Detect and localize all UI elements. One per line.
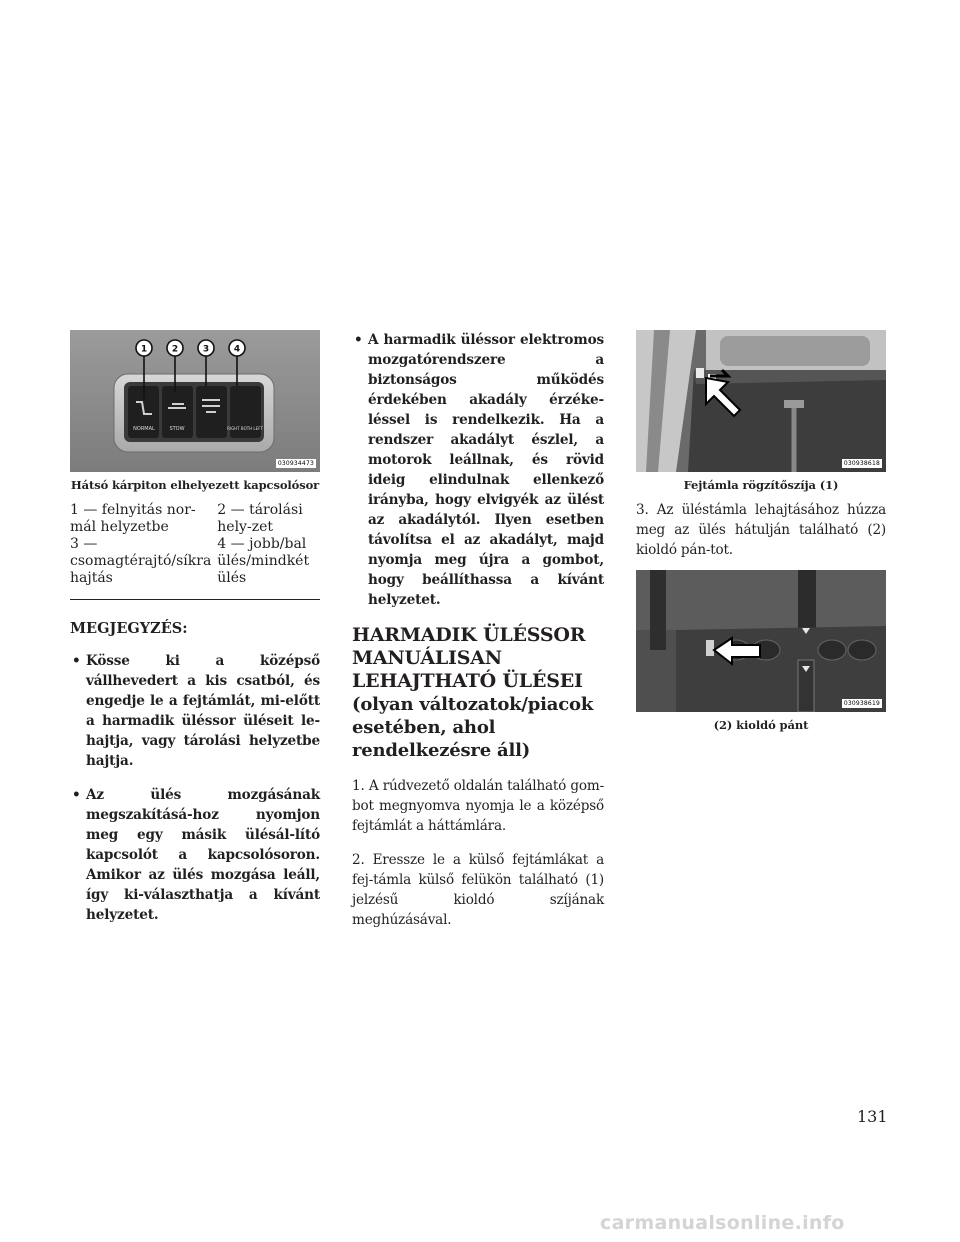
headrest-strap-photo bbox=[636, 330, 886, 472]
figure-code: 030938619 bbox=[843, 700, 880, 707]
page-number: 131 bbox=[857, 1107, 888, 1126]
switch-label-normal: NORMAL bbox=[133, 426, 155, 432]
figure-code: 030938618 bbox=[843, 460, 880, 467]
legend-item-1: 1 — felnyitás nor-mál helyzetbe bbox=[70, 502, 196, 535]
step-2: 2. Eressze le a külső fejtámlákat a fej-támla külső felükön található (1) jelzésű kioldó szíjának meghúzásával. bbox=[352, 852, 604, 928]
callout-4: 4 bbox=[233, 344, 241, 355]
sensing-bullet: • A harmadik üléssor elektromos mozgatórendszere a biztonságos működés érdekében akadály érzéke-léssel is rendelkezik. Ha a rendszer akadályt észlel, a motorok leállnak, és rövid ideig elindulnak ellenkező irányba, hogy elvigyék az ülést az akadálytól. Ilyen esetben távolítsa el az akadályt, majd nyomja meg újra a gombot, hogy beállíthassa a kívánt helyzetet. bbox=[352, 330, 604, 610]
headrest-strap-illustration bbox=[636, 330, 886, 472]
legend-item-4: 4 — jobb/bal ülés/mindkét ülés bbox=[217, 536, 310, 586]
step-1: 1. A rúdvezető oldalán található gom-bot megnyomva nyomja le a középső fejtámlát a háttámlára. bbox=[352, 778, 604, 834]
figure-code: 030934473 bbox=[277, 460, 314, 467]
figure-caption: (2) kioldó pánt bbox=[713, 718, 809, 732]
switch-label-stow: STOW bbox=[169, 426, 185, 432]
switch-bank-illustration bbox=[70, 330, 320, 472]
note-title: MEGJEGYZÉS: bbox=[70, 620, 188, 637]
legend-item-3: 3 — csomagtérajtó/síkra hajtás bbox=[70, 536, 212, 586]
note-bullet: • Kösse ki a középső vállhevedert a kis csatból, és engedje le a fejtámlát, mi-előtt a harmadik üléssor üléseit le-hajtja, vagy tárolási helyzetbe hajtja. bbox=[70, 651, 320, 771]
middle-column bbox=[352, 330, 604, 930]
switch-bank-photo bbox=[70, 330, 320, 472]
release-strap-illustration bbox=[636, 570, 886, 712]
callout-2: 2 bbox=[171, 344, 179, 355]
callout-1: 1 bbox=[140, 344, 148, 355]
right-column bbox=[636, 330, 886, 732]
note-bullets bbox=[70, 651, 320, 925]
figure-caption: Hátsó kárpiton elhelyezett kapcsolósor bbox=[70, 478, 320, 492]
figure-legend bbox=[70, 502, 320, 587]
callout-3: 3 bbox=[202, 344, 210, 355]
release-strap-photo bbox=[636, 570, 886, 712]
sensing-bullets bbox=[352, 330, 604, 610]
section-heading-title: HARMADIK ÜLÉSSOR MANUÁLISAN LEHAJTHATÓ ÜLÉSEI bbox=[352, 624, 586, 692]
section-heading bbox=[352, 624, 604, 762]
legend-divider bbox=[70, 599, 320, 600]
left-column bbox=[70, 330, 320, 939]
switch-label-side: RIGHT BOTH LEFT bbox=[227, 426, 263, 431]
figure-caption: Fejtámla rögzítőszíja (1) bbox=[683, 478, 839, 492]
section-heading-subtitle: (olyan változatok/piacok esetében, ahol rendelkezésre áll) bbox=[352, 694, 594, 761]
watermark: carmanualsonline.info bbox=[600, 1212, 845, 1234]
step-3: 3. Az üléstámla lehajtásához húzza meg az ülés hátulján található (2) kioldó pán-tot. bbox=[636, 502, 886, 558]
note-bullet: • Az ülés mozgásának megszakításá-hoz nyomjon meg egy másik ülésál-lító kapcsolót a kapcsolósoron. Amikor az ülés mozgása leáll, így ki-választhatja a kívánt helyzetet. bbox=[70, 785, 320, 925]
legend-item-2: 2 — tárolási hely-zet bbox=[217, 502, 303, 535]
